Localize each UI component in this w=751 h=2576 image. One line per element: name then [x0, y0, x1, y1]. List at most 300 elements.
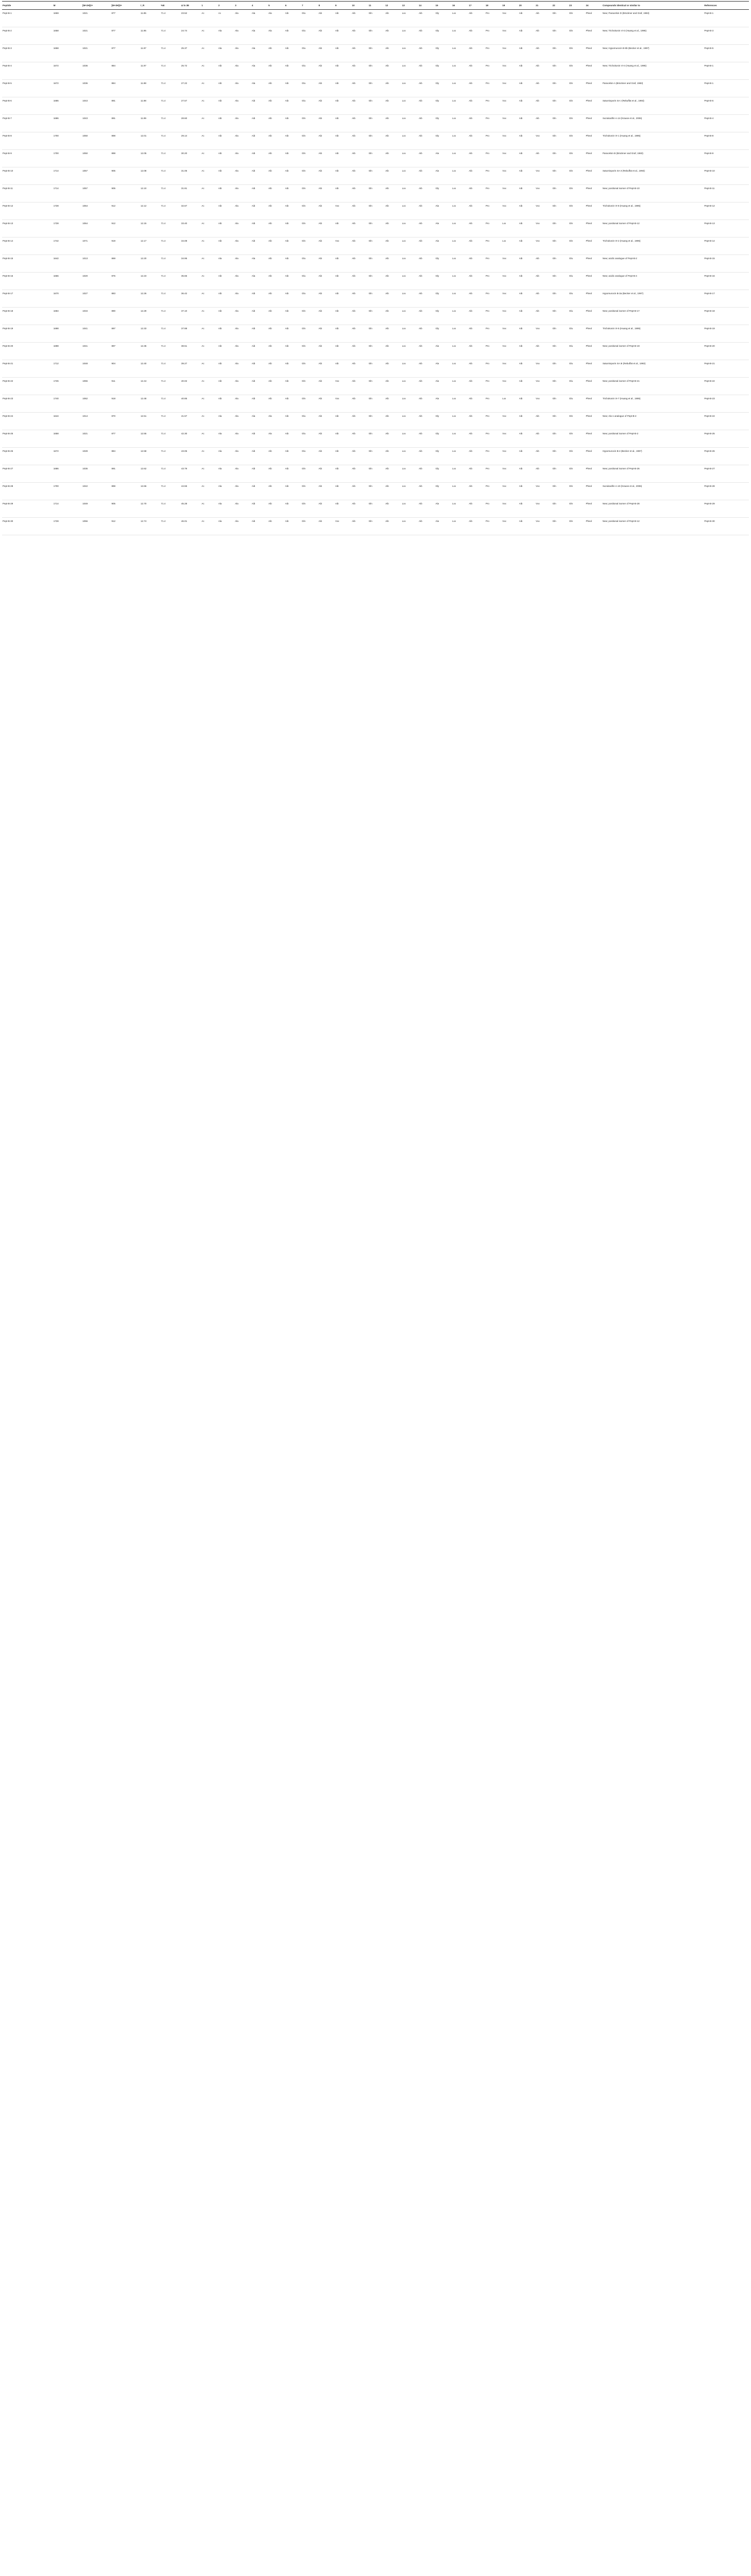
reference-cell: Pept-B-29	[704, 500, 749, 518]
residue-cell: Aib	[418, 448, 435, 465]
residue-cell: Aib	[519, 80, 535, 97]
residue-cell: Lxx	[452, 378, 468, 395]
mass-cell: 1672	[53, 448, 82, 465]
table-row	[2, 395, 749, 413]
residue-cell: Aib	[285, 378, 301, 395]
source-cell: Suzukacillin A-10 (Krause et al., 2006)	[602, 483, 704, 500]
residue-cell: Aib	[519, 413, 535, 430]
peptide-cell: Pept-B-15	[2, 255, 53, 273]
residue-cell: Aib	[318, 448, 334, 465]
residue-cell: Aib	[468, 185, 485, 202]
residue-cell: Aib	[285, 483, 301, 500]
residue-cell: Glu	[569, 290, 585, 308]
residue-cell: Ac	[201, 395, 217, 413]
residue-cell: Gln	[301, 483, 318, 500]
residue-cell: Aib	[251, 395, 268, 413]
residue-cell: Glu	[569, 325, 585, 343]
residue-cell: Ala	[218, 255, 234, 273]
residue-cell: Aib	[519, 45, 535, 62]
residue-cell: Ala	[234, 185, 251, 202]
residue-cell: Lxx	[452, 202, 468, 220]
residue-cell: Gln	[301, 465, 318, 483]
peptide-cell: Pept-B-5	[2, 80, 53, 97]
residue-cell: Aib	[335, 132, 351, 150]
retention-time-cell: 12.55	[140, 430, 160, 448]
residue-cell: Gln	[552, 500, 569, 518]
residue-cell: Aib	[285, 395, 301, 413]
residue-cell: Aib	[318, 360, 334, 378]
percent-cell: 71.4	[160, 448, 180, 465]
percent-cell: 71.4	[160, 45, 180, 62]
residue-cell: Gln	[569, 150, 585, 167]
residue-cell: Aib	[418, 290, 435, 308]
residue-cell: Aib	[519, 185, 535, 202]
residue-cell: Aib	[351, 10, 368, 27]
residue-cell: Pheol	[585, 97, 602, 115]
residue-cell: Gly	[435, 10, 452, 27]
residue-cell: Aib	[285, 518, 301, 535]
residue-cell: Aib	[468, 202, 485, 220]
column-header: 16	[452, 2, 468, 10]
residue-cell: Pheol	[585, 465, 602, 483]
column-header: 11	[368, 2, 385, 10]
residue-cell: Aib	[335, 150, 351, 167]
residue-cell: Aib	[519, 483, 535, 500]
mass-cell: 1658	[53, 45, 82, 62]
source-cell: New; Trichokonin VI-3 (Huang et al., 1995)	[602, 27, 704, 45]
residue-cell: Ala	[234, 290, 251, 308]
residue-cell: Lxx	[502, 395, 518, 413]
residue-cell: Gln	[569, 220, 585, 238]
percent-cell: 71.4	[160, 378, 180, 395]
residue-cell: Vxx	[335, 378, 351, 395]
peptide-cell: Pept-B-24	[2, 413, 53, 430]
source-cell: New; Trichokonin VI-4 (Huang et al., 1995)	[602, 62, 704, 80]
residue-cell: Vxx	[535, 238, 552, 255]
mass-cell: 1642	[53, 255, 82, 273]
source-cell: Saturnisporin SA III (Rebuffat et al., 1993)	[602, 360, 704, 378]
residue-cell: Gln	[569, 465, 585, 483]
table-row	[2, 273, 749, 290]
residue-cell: Aib	[418, 325, 435, 343]
residue-cell: Gln	[552, 45, 569, 62]
residue-cell: Gln	[368, 238, 385, 255]
residue-cell: Gly	[435, 45, 452, 62]
residue-cell: Gln	[368, 378, 385, 395]
residue-cell: Vxx	[502, 290, 518, 308]
mz2-cell: 1014	[82, 413, 111, 430]
residue-cell: Vxx	[335, 395, 351, 413]
residue-cell: Aib	[218, 185, 234, 202]
delta-cell: 37.10	[181, 308, 201, 325]
residue-cell: Pheol	[585, 220, 602, 238]
residue-cell: Aib	[335, 27, 351, 45]
residue-cell: Gln	[569, 185, 585, 202]
residue-cell: Aib	[385, 62, 401, 80]
residue-cell: Ala	[268, 10, 284, 27]
residue-cell: Pro	[485, 238, 502, 255]
mz3-cell: 891	[111, 97, 140, 115]
retention-time-cell: 12.40	[140, 360, 160, 378]
residue-cell: Aib	[268, 378, 284, 395]
residue-cell: Ala	[218, 483, 234, 500]
residue-cell: Gln	[552, 518, 569, 535]
residue-cell: Lxx	[452, 97, 468, 115]
residue-cell: Aib	[468, 10, 485, 27]
residue-cell: Ala	[234, 97, 251, 115]
retention-time-cell: 12.20	[140, 255, 160, 273]
residue-cell: Gln	[569, 483, 585, 500]
residue-cell: Aib	[468, 395, 485, 413]
residue-cell: Vxx	[335, 202, 351, 220]
residue-cell: Vxx	[535, 202, 552, 220]
residue-cell: Aib	[519, 132, 535, 150]
residue-cell: Gln	[368, 150, 385, 167]
residue-cell: Aib	[251, 115, 268, 132]
residue-cell: Aib	[268, 80, 284, 97]
source-cell: New; positional isomer of Pept-B-28	[602, 500, 704, 518]
residue-cell: Gln	[301, 308, 318, 325]
residue-cell: Aib	[535, 27, 552, 45]
residue-cell: Aib	[418, 167, 435, 185]
residue-cell: Lxx	[452, 290, 468, 308]
residue-cell: Aib	[535, 343, 552, 360]
residue-cell: Ala	[234, 273, 251, 290]
residue-cell: Aib	[318, 27, 334, 45]
residue-cell: Ala	[251, 413, 268, 430]
residue-cell: Lxx	[402, 483, 418, 500]
residue-cell: Aib	[318, 430, 334, 448]
residue-cell: Aib	[335, 413, 351, 430]
residue-cell: Lxx	[452, 80, 468, 97]
residue-cell: Ac	[201, 378, 217, 395]
mass-cell: 1644	[53, 413, 82, 430]
residue-cell: Gln	[301, 132, 318, 150]
residue-cell: Lxx	[452, 343, 468, 360]
mass-cell: 1698	[53, 343, 82, 360]
residue-cell: Pro	[485, 430, 502, 448]
peptide-cell: Pept-B-27	[2, 465, 53, 483]
residue-cell: Gln	[569, 413, 585, 430]
mass-cell: 1684	[53, 308, 82, 325]
residue-cell: Aib	[351, 290, 368, 308]
residue-cell: Gln	[368, 273, 385, 290]
residue-cell: Gln	[368, 115, 385, 132]
residue-cell: Aib	[519, 27, 535, 45]
residue-cell: Vxx	[502, 97, 518, 115]
residue-cell: Aib	[318, 483, 334, 500]
mz3-cell: 897	[111, 343, 140, 360]
residue-cell: Ala	[234, 395, 251, 413]
residue-cell: Aib	[535, 62, 552, 80]
residue-cell: Aib	[385, 45, 401, 62]
residue-cell: Aib	[351, 360, 368, 378]
residue-cell: Pro	[485, 185, 502, 202]
residue-cell: Aib	[268, 448, 284, 465]
mz2-cell: 1071	[82, 238, 111, 255]
residue-cell: Glu	[301, 430, 318, 448]
mz2-cell: 1062	[82, 395, 111, 413]
residue-cell: Aib	[351, 220, 368, 238]
residue-cell: Aib	[268, 202, 284, 220]
table-row	[2, 167, 749, 185]
residue-cell: Vxx	[535, 500, 552, 518]
residue-cell: Aib	[251, 500, 268, 518]
residue-cell: Aib	[335, 500, 351, 518]
residue-cell: Vxx	[502, 430, 518, 448]
mz2-cell: 1056	[82, 518, 111, 535]
mz2-cell: 1055	[82, 378, 111, 395]
residue-cell: Ac	[201, 62, 217, 80]
residue-cell: Vxx	[502, 45, 518, 62]
residue-cell: Vxx	[502, 378, 518, 395]
source-cell: Trichokonin VI-2 (Huang et al., 1995)	[602, 238, 704, 255]
mass-cell: 1672	[53, 80, 82, 97]
residue-cell: Aib	[519, 378, 535, 395]
residue-cell: Aib	[385, 395, 401, 413]
residue-cell: Pro	[485, 45, 502, 62]
residue-cell: Lxx	[402, 238, 418, 255]
residue-cell: Vxx	[502, 465, 518, 483]
residue-cell: Aib	[285, 27, 301, 45]
residue-cell: Aib	[385, 378, 401, 395]
mz2-cell: 1021	[82, 430, 111, 448]
retention-time-cell: 12.48	[140, 395, 160, 413]
residue-cell: Aib	[251, 150, 268, 167]
reference-cell: Pept-B-1	[704, 10, 749, 27]
mz2-cell: 1036	[82, 80, 111, 97]
table-row	[2, 238, 749, 255]
residue-cell: Aib	[418, 238, 435, 255]
mz3-cell: 919	[111, 238, 140, 255]
residue-cell: Aib	[318, 290, 334, 308]
residue-cell: Lxx	[452, 360, 468, 378]
residue-cell: Aib	[268, 360, 284, 378]
residue-cell: Gln	[301, 238, 318, 255]
residue-cell: Gln	[368, 413, 385, 430]
retention-time-cell: 12.33	[140, 325, 160, 343]
residue-cell: Aib	[519, 290, 535, 308]
retention-time-cell: 12.01	[140, 132, 160, 150]
residue-cell: Gln	[569, 238, 585, 255]
residue-cell: Gln	[552, 325, 569, 343]
residue-cell: Aib	[519, 395, 535, 413]
residue-cell: Aib	[251, 360, 268, 378]
residue-cell: Aib	[385, 132, 401, 150]
table-body	[2, 10, 749, 535]
reference-cell: Pept-B-26	[704, 448, 749, 465]
residue-cell: Glu	[301, 413, 318, 430]
delta-cell: 42.30	[181, 430, 201, 448]
residue-cell: Gln	[368, 27, 385, 45]
residue-cell: Gly	[435, 413, 452, 430]
residue-cell: Aib	[385, 97, 401, 115]
residue-cell: Vxx	[502, 80, 518, 97]
mass-cell: 1686	[53, 465, 82, 483]
residue-cell: Ala	[251, 45, 268, 62]
residue-cell: Vxx	[502, 360, 518, 378]
residue-cell: Aib	[251, 518, 268, 535]
residue-cell: Aib	[351, 115, 368, 132]
residue-cell: Pheol	[585, 27, 602, 45]
residue-cell: Aib	[385, 10, 401, 27]
table-row	[2, 518, 749, 535]
residue-cell: Aib	[418, 185, 435, 202]
residue-cell: Gln	[552, 255, 569, 273]
residue-cell: Ac	[201, 202, 217, 220]
column-header: 18	[485, 2, 502, 10]
residue-cell: Aib	[335, 343, 351, 360]
residue-cell: Aib	[468, 308, 485, 325]
residue-cell: Aib	[418, 500, 435, 518]
residue-cell: Gln	[569, 430, 585, 448]
residue-cell: Lxx	[402, 185, 418, 202]
residue-cell: Aib	[418, 115, 435, 132]
residue-cell: Gln	[552, 97, 569, 115]
mz3-cell: 891	[111, 465, 140, 483]
mass-cell: 1728	[53, 220, 82, 238]
reference-cell: Pept-B-28	[704, 483, 749, 500]
residue-cell: Aib	[285, 448, 301, 465]
source-cell: New; acidic analogue of Pept-B-2	[602, 255, 704, 273]
residue-cell: Vxx	[502, 202, 518, 220]
column-header: 9	[335, 2, 351, 10]
residue-cell: Gln	[368, 465, 385, 483]
residue-cell: Aib	[285, 500, 301, 518]
mass-cell: 1714	[53, 185, 82, 202]
residue-cell: Glu	[569, 255, 585, 273]
residue-cell: Aib	[335, 448, 351, 465]
residue-cell: Gly	[435, 448, 452, 465]
table-row	[2, 308, 749, 325]
residue-cell: Aib	[468, 343, 485, 360]
residue-cell: Aib	[318, 132, 334, 150]
residue-cell: Gln	[368, 325, 385, 343]
retention-time-cell: 11.85	[140, 10, 160, 27]
residue-cell: Pro	[485, 150, 502, 167]
residue-cell: Lxx	[402, 430, 418, 448]
residue-cell: Gly	[435, 185, 452, 202]
residue-cell: Lxx	[452, 132, 468, 150]
percent-cell: 71.4	[160, 500, 180, 518]
retention-time-cell: 12.12	[140, 202, 160, 220]
delta-cell: 40.85	[181, 395, 201, 413]
residue-cell: Aib	[351, 255, 368, 273]
residue-cell: Pheol	[585, 238, 602, 255]
residue-cell: Gln	[569, 500, 585, 518]
residue-cell: Gln	[368, 500, 385, 518]
mz2-cell: 1027	[82, 290, 111, 308]
residue-cell: Vxx	[335, 518, 351, 535]
peptide-cell: Pept-B-6	[2, 97, 53, 115]
residue-cell: Gln	[368, 308, 385, 325]
percent-cell: 71.4	[160, 27, 180, 45]
residue-cell: Gln	[552, 360, 569, 378]
table-row	[2, 325, 749, 343]
percent-cell: 71.4	[160, 202, 180, 220]
residue-cell: Ac	[201, 45, 217, 62]
column-header: 20	[519, 2, 535, 10]
residue-cell: Aib	[418, 430, 435, 448]
residue-cell: Ala	[435, 202, 452, 220]
residue-cell: Aib	[335, 185, 351, 202]
residue-cell: Aib	[385, 343, 401, 360]
peptide-table	[2, 1, 749, 535]
mz2-cell: 1049	[82, 500, 111, 518]
residue-cell: Aib	[418, 483, 435, 500]
source-cell: Paracelsin B (Brückner and Graf, 1983)	[602, 150, 704, 167]
residue-cell: Aib	[385, 448, 401, 465]
mass-cell: 1700	[53, 483, 82, 500]
residue-cell: Gln	[368, 255, 385, 273]
mass-cell: 1728	[53, 202, 82, 220]
residue-cell: Pro	[485, 500, 502, 518]
residue-cell: Ala	[234, 500, 251, 518]
residue-cell: Aib	[268, 308, 284, 325]
residue-cell: Ala	[435, 167, 452, 185]
residue-cell: Lxx	[452, 185, 468, 202]
peptide-cell: Pept-B-22	[2, 378, 53, 395]
residue-cell: Vxx	[502, 62, 518, 80]
residue-cell: Ac	[201, 360, 217, 378]
mz3-cell: 912	[111, 202, 140, 220]
residue-cell: Lxx	[452, 500, 468, 518]
residue-cell: Gln	[569, 97, 585, 115]
retention-time-cell: 12.08	[140, 167, 160, 185]
residue-cell: Lxx	[402, 325, 418, 343]
residue-cell: Gln	[368, 62, 385, 80]
mz2-cell: 1028	[82, 448, 111, 465]
residue-cell: Ala	[234, 45, 251, 62]
table-row	[2, 255, 749, 273]
residue-cell: Lxx	[402, 150, 418, 167]
residue-cell: Vxx	[502, 27, 518, 45]
residue-cell: Aib	[318, 202, 334, 220]
residue-cell: Glu	[569, 360, 585, 378]
residue-cell: Aib	[468, 500, 485, 518]
peptide-cell: Pept-B-11	[2, 185, 53, 202]
residue-cell: Aib	[318, 518, 334, 535]
residue-cell: Ala	[218, 500, 234, 518]
residue-cell: Ala	[234, 413, 251, 430]
residue-cell: Ac	[201, 448, 217, 465]
residue-cell: Pro	[485, 343, 502, 360]
residue-cell: Pheol	[585, 360, 602, 378]
residue-cell: Lxx	[452, 483, 468, 500]
peptide-cell: Pept-B-13	[2, 220, 53, 238]
residue-cell: Lxx	[452, 325, 468, 343]
residue-cell: Pheol	[585, 10, 602, 27]
residue-cell: Aib	[285, 185, 301, 202]
table-row	[2, 45, 749, 62]
residue-cell: Aib	[535, 115, 552, 132]
residue-cell: Lxx	[402, 465, 418, 483]
residue-cell: Ala	[251, 10, 268, 27]
residue-cell: Aib	[318, 343, 334, 360]
residue-cell: Ala	[435, 378, 452, 395]
residue-cell: Ala	[234, 132, 251, 150]
residue-cell: Aib	[335, 220, 351, 238]
residue-cell: Aib	[418, 378, 435, 395]
residue-cell: Aib	[468, 80, 485, 97]
residue-cell: Aib	[519, 325, 535, 343]
residue-cell: Aib	[418, 97, 435, 115]
residue-cell: Aib	[385, 483, 401, 500]
residue-cell: Lxx	[402, 308, 418, 325]
source-cell: New; Ala-1 analogue of Pept-B-2	[602, 413, 704, 430]
delta-cell: 34.95	[181, 255, 201, 273]
residue-cell: Vxx	[535, 167, 552, 185]
